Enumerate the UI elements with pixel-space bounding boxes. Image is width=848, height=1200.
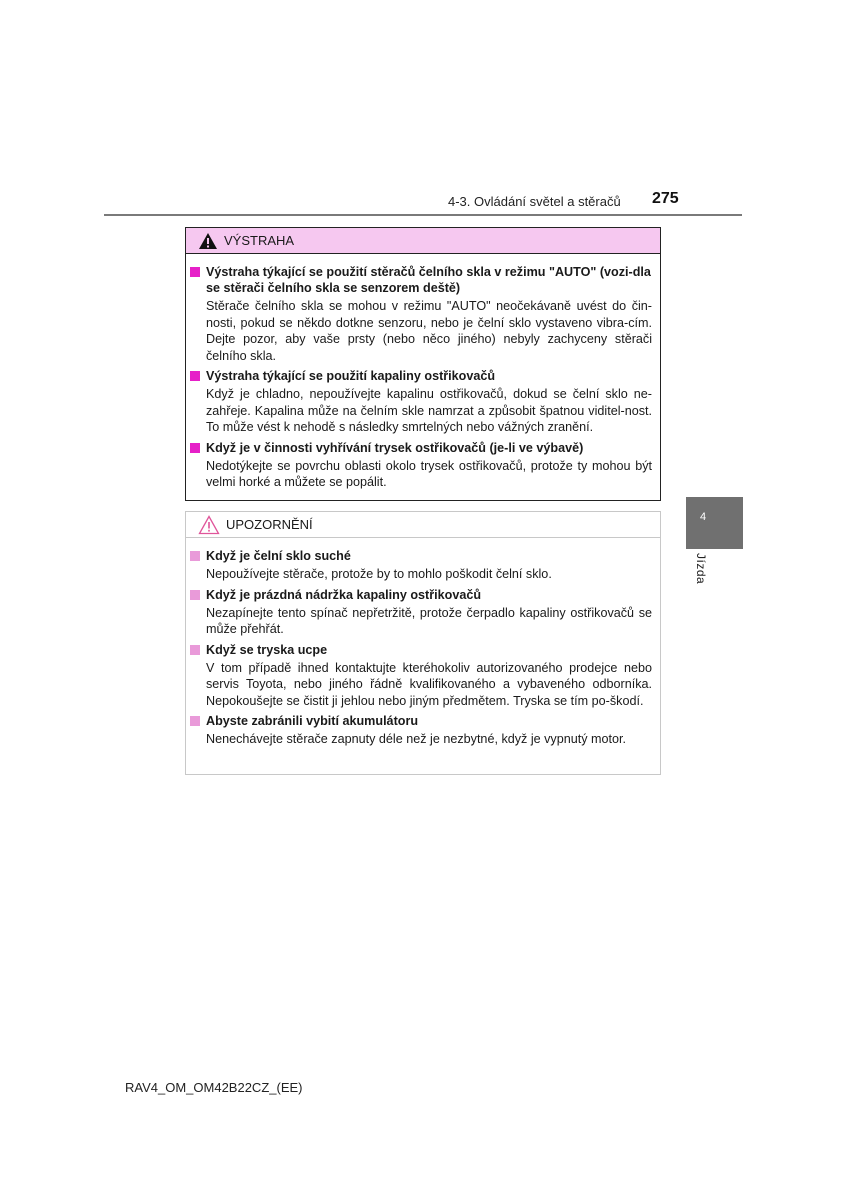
caution-item-text: Nepoužívejte stěrače, protože by to mohlo poškodit čelní sklo. bbox=[206, 567, 552, 581]
caution-item-title: Abyste zabránili vybití akumulátoru bbox=[206, 714, 419, 728]
warning-box bbox=[185, 227, 661, 501]
warning-item bbox=[190, 264, 652, 364]
caution-item-text: Nenechávejte stěrače zapnuty déle než je nezbytné, když je vypnutý motor. bbox=[206, 732, 627, 746]
bullet-square-icon bbox=[190, 590, 200, 600]
caution-item-title: Když je čelní sklo suché bbox=[206, 549, 351, 563]
bullet-square-icon bbox=[190, 645, 200, 655]
caution-item-text: Nezapínejte tento spínač nepřetržitě, protože čerpadlo kapaliny ostřikovačů se může přehřát. bbox=[206, 605, 652, 636]
warning-item bbox=[190, 368, 652, 436]
caution-triangle-icon bbox=[198, 515, 220, 535]
caution-box bbox=[185, 511, 661, 775]
bullet-square-icon bbox=[190, 716, 200, 726]
bullet-square-icon bbox=[190, 371, 200, 381]
warning-item bbox=[190, 440, 652, 491]
caution-item bbox=[190, 713, 652, 748]
warning-heading: VÝSTRAHA bbox=[224, 233, 295, 248]
caution-heading: UPOZORNĚNÍ bbox=[226, 517, 313, 532]
section-title: 4-3. Ovládání světel a stěračů bbox=[448, 194, 621, 209]
header-divider bbox=[104, 214, 742, 216]
bullet-square-icon bbox=[190, 551, 200, 561]
chapter-number: 4 bbox=[700, 511, 707, 523]
caution-item-title: Když je prázdná nádržka kapaliny ostřikovačů bbox=[206, 587, 482, 602]
document-code: RAV4_OM_OM42B22CZ_(EE) bbox=[125, 1080, 303, 1095]
bullet-square-icon bbox=[190, 267, 200, 277]
caution-item-text: V tom případě ihned kontaktujte kteréhokoliv autorizovaného prodejce nebo servis Toyota, nebo jiného řádně kvalifikovaného a vybaveného odborníka. Nepokoušejte se čistit ji jehlou nebo jiným předmětem. Tryska se tím po-škodí. bbox=[206, 660, 652, 708]
chapter-label: Jízda bbox=[694, 553, 708, 585]
warning-item-title: Výstraha týkající se použití stěračů čelního skla v režimu "AUTO" (vozi-dla se stěrači čelního skla se senzorem deště) bbox=[206, 265, 651, 295]
page-number: 275 bbox=[652, 190, 679, 207]
warning-item-text: Nedotýkejte se povrchu oblasti okolo trysek ostřikovačů, protože ty mohou být velmi horké a můžete se popálit. bbox=[206, 458, 652, 489]
warning-item-title: Výstraha týkající se použití kapaliny ostřikovačů bbox=[206, 369, 496, 383]
warning-item-text: Když je chladno, nepoužívejte kapalinu ostřikovačů, dokud se čelní sklo ne-zahřeje. Kapalina může na čelním skle namrzat a způsobit špatnou viditel-nost. To může vést k nehodě s následky smrtelných nebo vážných zranění. bbox=[206, 387, 652, 434]
caution-item bbox=[190, 548, 652, 583]
caution-header bbox=[186, 512, 660, 538]
chapter-tab bbox=[686, 497, 743, 549]
caution-item bbox=[190, 587, 652, 638]
warning-item-title: Když je v činnosti vyhřívání trysek ostřikovačů (je-li ve výbavě) bbox=[206, 440, 584, 455]
warning-header bbox=[186, 228, 660, 254]
warning-triangle-icon bbox=[198, 232, 218, 250]
warning-item-text: Stěrače čelního skla se mohou v režimu "AUTO" neočekávaně uvést do čin-nosti, pokud se někdo dotkne senzoru, nebo je čelní sklo vystaveno vibra-cím. Dejte pozor, aby vaše prsty (nebo něco jiného) nebyly zachyceny stěrači čelního skla. bbox=[206, 299, 652, 363]
caution-item bbox=[190, 642, 652, 710]
bullet-square-icon bbox=[190, 443, 200, 453]
caution-item-title: Když se tryska ucpe bbox=[206, 642, 328, 657]
